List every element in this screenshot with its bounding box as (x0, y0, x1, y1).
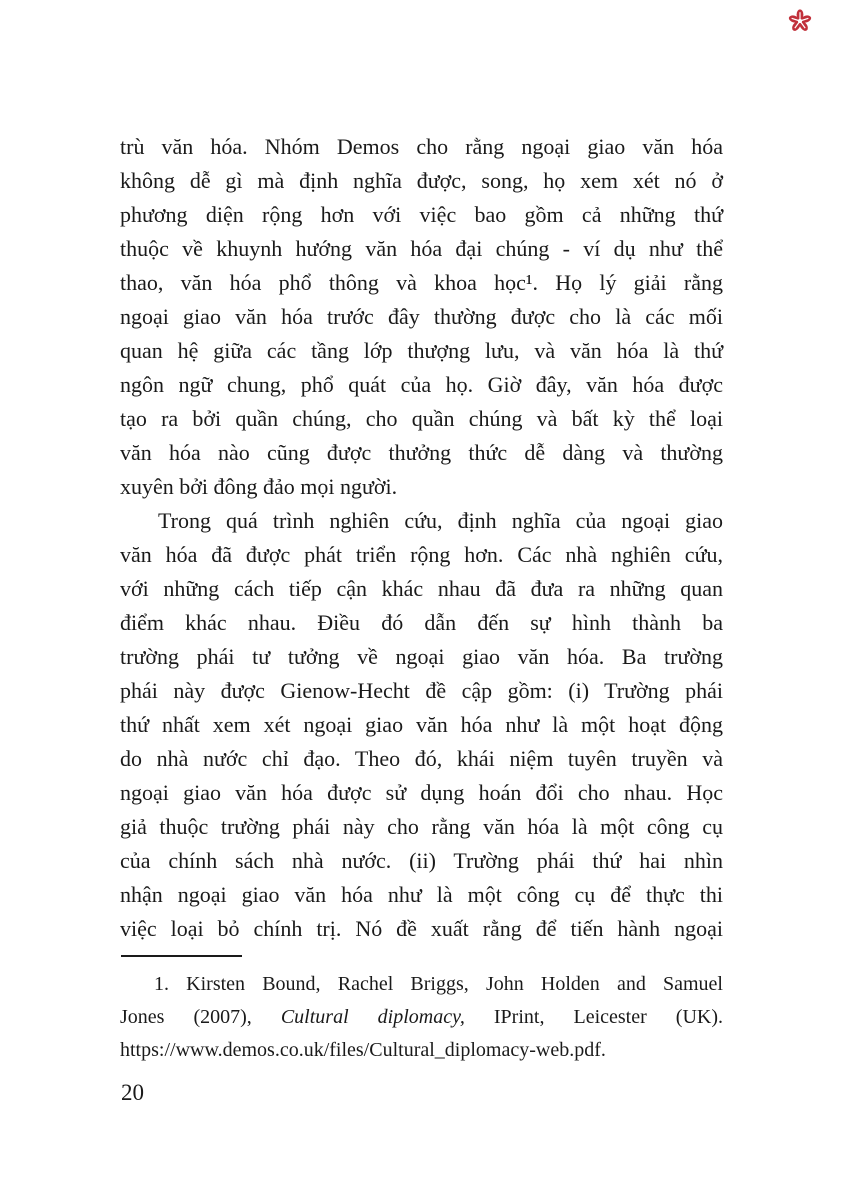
footnote-book-title: Cultural diplomacy, (280, 1006, 494, 1028)
footnote-line: 1. Kirsten Bound, Rachel Briggs, John Holden and Samuel (154, 973, 723, 995)
paragraph-1 (120, 130, 723, 504)
footnote-url: https://www.demos.co.uk/files/Cultural_diplomacy-web.pdf. (120, 1039, 606, 1061)
text-line: trù văn hóa. Nhóm Demos cho rằng ngoại giao văn hóa (120, 134, 723, 159)
paragraph-2 (120, 504, 723, 946)
text-line: văn hóa nào cũng được thưởng thức dễ dàng và thường (120, 440, 723, 465)
text-line: trường phái tư tưởng về ngoại giao văn hóa. Ba trường (120, 644, 723, 669)
page-number: 20 (121, 1080, 144, 1105)
footnote-line (120, 1001, 723, 1034)
footnote-citation-pre: Jones (2007), (120, 1006, 281, 1028)
footnote-citation-post: IPrint, Leicester (UK). (493, 1006, 723, 1028)
text-line: xuyên bởi đông đảo mọi người. (120, 474, 398, 499)
text-line: tạo ra bởi quần chúng, cho quần chúng và bất kỳ thể loại (120, 406, 723, 431)
text-line: Trong quá trình nghiên cứu, định nghĩa của ngoại giao (158, 508, 723, 533)
text-line: điểm khác nhau. Điều đó dẫn đến sự hình thành ba (120, 610, 723, 635)
text-line: việc loại bỏ chính trị. Nó đề xuất rằng để tiến hành ngoại (120, 916, 723, 941)
text-line: phái này được Gienow-Hecht đề cập gồm: (i) Trường phái (120, 678, 723, 703)
footnote (120, 955, 723, 1067)
text-line: ngoại giao văn hóa trước đây thường được cho là các mối (120, 304, 723, 329)
text-line: của chính sách nhà nước. (ii) Trường phái thứ hai nhìn (120, 848, 723, 873)
footnote-rule (121, 955, 242, 957)
text-line: phương diện rộng hơn với việc bao gồm cả những thứ (120, 202, 723, 227)
text-line: do nhà nước chỉ đạo. Theo đó, khái niệm tuyên truyền và (120, 746, 723, 771)
page-content (120, 130, 723, 1067)
text-line: thứ nhất xem xét ngoại giao văn hóa như là một hoạt động (120, 712, 723, 737)
text-line: giả thuộc trường phái này cho rằng văn hóa là một công cụ (120, 814, 723, 839)
text-line: ngoại giao văn hóa được sử dụng hoán đổi cho nhau. Học (120, 780, 723, 805)
text-line: không dễ gì mà định nghĩa được, song, họ xem xét nó ở (120, 168, 723, 193)
text-line: với những cách tiếp cận khác nhau đã đưa ra những quan (120, 576, 723, 601)
text-line: quan hệ giữa các tầng lớp thượng lưu, và văn hóa là thứ (120, 338, 723, 363)
flower-ornament-icon (788, 9, 812, 33)
text-line: thao, văn hóa phổ thông và khoa học¹. Họ lý giải rằng (120, 270, 723, 295)
text-line: văn hóa đã được phát triển rộng hơn. Các nhà nghiên cứu, (120, 542, 723, 567)
text-line: ngôn ngữ chung, phổ quát của họ. Giờ đây, văn hóa được (120, 372, 723, 397)
text-line: thuộc về khuynh hướng văn hóa đại chúng - ví dụ như thể (120, 236, 723, 261)
text-line: nhận ngoại giao văn hóa như là một công cụ để thực thi (120, 882, 723, 907)
